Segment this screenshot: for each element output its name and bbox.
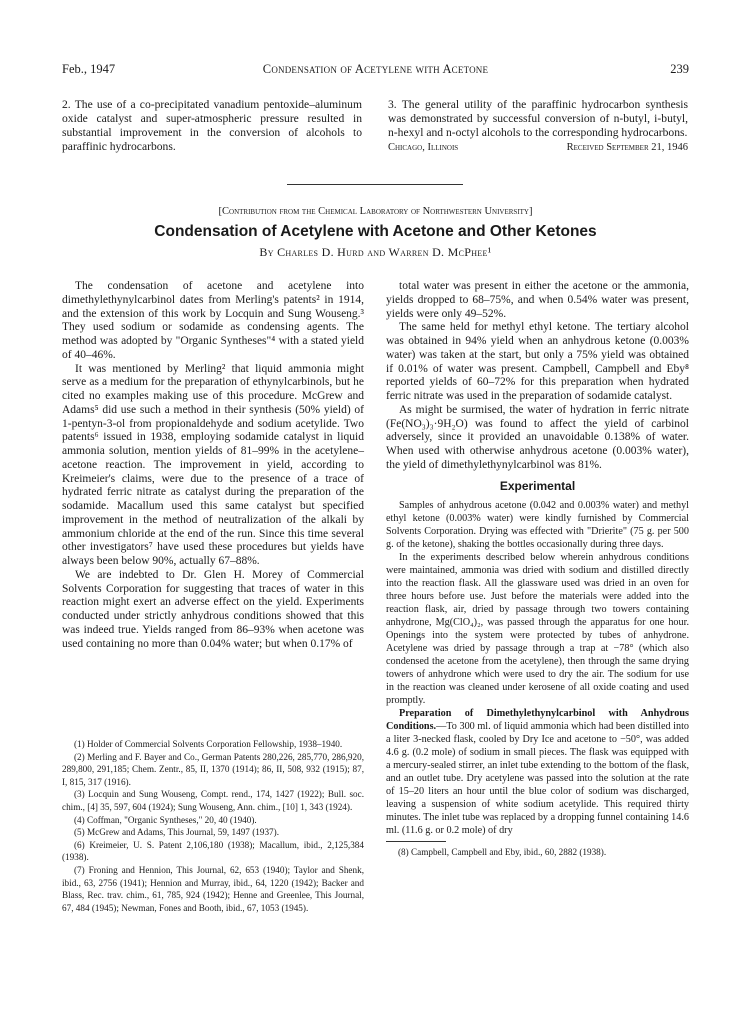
received-date: Received September 21, 1946: [566, 142, 688, 154]
footnote: (6) Kreimeier, U. S. Patent 2,106,180 (1938); Macallum, ibid., 2,125,384 (1938).: [62, 839, 364, 863]
paragraph: The condensation of acetone and acetylene into dimethylethynylcarbinol dates from Merling's patents² in 1914, and the extension of this work by Locquin and Sung Wouseng.³ They used sodium or sodamide as condensing agents. The method was adopted by "Organic Syntheses"⁴ with a stated yield of 40–46%.: [62, 280, 364, 361]
preparation-text: —To 300 ml. of liquid ammonia which had been distilled into a liter 3-necked flask, cooled by Dry Ice and acetone to −50°, was added 4.6 g. (0.2 mole) of sodium in small pieces. The flask was equipped with a mercury-sealed stirrer, an inlet tube extending to the bottom of the flask, and an outlet tube. Dry acetylene was passed into the solution at the rate of 15–20 liters an hour until the blue color of sodium was discharged, leaving a suspension of white sodium acetylide. This required thirty minutes. The inlet tube was replaced by a dropping funnel containing 14.6 ml. (11.6 g. or 0.2 mole) of dry: [386, 721, 689, 837]
received-line: [388, 141, 688, 155]
footnote: (5) McGrew and Adams, This Journal, 59, 1497 (1937).: [74, 827, 279, 838]
article-title: Condensation of Acetylene with Acetone and Other Ketones: [154, 223, 597, 240]
preparation-heading: Preparation of Dimethylethynylcarbinol with Anhydrous Conditions.: [386, 708, 689, 733]
paragraph: total water was present in either the acetone or the ammonia, yields dropped to 68–75%, and when 0.54% water was present, yields were only 49–52%.: [386, 280, 689, 320]
header-running-title: Condensation of Acetylene with Acetone: [262, 62, 489, 76]
header-date: Feb., 1947: [62, 62, 116, 76]
byline: By Charles D. Hurd and Warren D. McPhee¹: [259, 245, 492, 259]
paragraph: In the experiments described below wherein anhydrous conditions were maintained, ammonia was dried with sodium and distilled directly into the reaction flask. All the glassware used was dried in an oven for three hours before use. Just before the materials were added into the reaction flask, air, dried by passage through two towers containing anhydrone, Mg(ClO₄)₂, was passed through the apparatus for one hour. Openings into the system were protected by tubes of anhydrone. Acetylene was dried by passage through a trap at −78° (which also condensed the acetone from the acetylene), then through the same drying towers of anhydrone which were used to dry the air. The sodium for use in the reaction was cleaned under kerosene of all oxide coating and used promptly.: [386, 552, 689, 707]
previous-conclusion-left: 2. The use of a co-precipitated vanadium pentoxide–aluminum oxide catalyst and super-atmospheric pressure resulted in substantial improvement in the conversion of alcohols to paraffinic hydrocarbons.: [62, 98, 362, 154]
footnote-right: (8) Campbell, Campbell and Eby, ibid., 60, 2882 (1938).: [398, 847, 607, 858]
paragraph: As might be surmised, the water of hydration in ferric nitrate (Fe(NO₃)₃·9H₂O) was found to affect the yield of carbinol adversely, since it provided an unavoidable 0.138% of water. When used with otherwise anhydrous acetone (0.003% water), the yield of dimethylethynylcarbinol was 81%.: [386, 403, 689, 471]
section-divider: [287, 184, 463, 185]
body-left-column: [62, 280, 364, 651]
experimental-text: [386, 499, 689, 837]
running-header: [62, 62, 689, 80]
footnote: (2) Merling and F. Bayer and Co., German Patents 280,226, 285,770, 286,920, 289,800, 291,185; Chem. Zentr., 85, II, 1370 (1914); 86, II, 508, 932 (1915); 87, I, 815, 317 (1916).: [62, 751, 364, 787]
previous-conclusion-right: 3. The general utility of the paraffinic hydrocarbon synthesis was demonstrated by successful conversion of n-butyl, i-butyl, n-hexyl and n-octyl alcohols to the corresponding hydrocarbons.: [388, 98, 688, 140]
footnote: (3) Locquin and Sung Wouseng, Compt. rend., 174, 1427 (1922); Bull. soc. chim., [4] 35, 597, 604 (1924); Sung Wouseng, Ann. chim., [10] 1, 343 (1924).: [62, 789, 364, 812]
footnote: (4) Coffman, "Organic Syntheses," 20, 40 (1940).: [74, 814, 257, 825]
footnote: (7) Froning and Hennion, This Journal, 62, 653 (1940); Taylor and Shenk, ibid., 63, 2756 (1941); Hennion and Murray, ibid., 64, 1220 (1942); Backer and Blass, Rec. trav. chim., 61, 785, 924 (1942); Henne and Greenlee, This Journal, 67, 484 (1945); Newman, Fones and Booth, ibid., 67, 1053 (1945).: [62, 864, 364, 913]
previous-conclusion-right-block: [388, 98, 688, 155]
footnotes-left: [62, 738, 364, 914]
paragraph-preparation: [386, 707, 689, 837]
previous-article-conclusions: [62, 98, 689, 170]
contribution-line: [Contribution from the Chemical Laboratory of Northwestern University]: [218, 206, 533, 217]
header-page-number: 239: [670, 62, 689, 76]
footnote-rule: [386, 841, 446, 842]
body-right-column: [386, 280, 689, 859]
location: Chicago, Illinois: [388, 142, 459, 154]
paragraph: It was mentioned by Merling² that liquid ammonia might serve as a medium for the preparation of ethynylcarbinols, but he cited no examples making use of this procedure. McGrew and Adams⁵ did use such a method in their synthesis (50% yield) of 1-pentyn-3-ol from propionaldehyde and sodium acetylide. Two patents⁶ issued in 1938, employing sodamide catalyst in liquid ammonia solution, mention yields of 81–99% in the acetylene–acetone reaction. The improvement in yield, according to Kreimeier's claims, were due to the presence of a trace of hydrated ferric nitrate as catalyst during the preparation of the sodamide. Macallum used this same catalyst but specified improvement in the method of neutralization of the alkali by ammonium chloride at the end of the run. Since this time several other investigators⁷ have used these procedures but yields have always been below 90%, actually 67–88%.: [62, 362, 364, 567]
paragraph: We are indebted to Dr. Glen H. Morey of Commercial Solvents Corporation for suggesting that traces of water in this reaction might exert an adverse effect on the yield. Experiments conducted under strictly anhydrous conditions showed that this was indeed true. Yields ranged from 86–93% when acetone was used containing no more than 0.04% water; but when 0.17% of: [62, 568, 364, 650]
paragraph: The same held for methyl ethyl ketone. The tertiary alcohol was obtained in 94% yield when an anhydrous ketone (0.003% water) was taken at the start, but only a 75% yield was obtained if 0.01% of water was present. Campbell, Campbell and Eby⁸ reported yields of 60–72% for this preparation when hydrated ferric nitrate was used in the preparation of sodamide catalyst.: [386, 321, 689, 402]
section-heading-experimental: Experimental: [499, 478, 576, 493]
paragraph: Samples of anhydrous acetone (0.042 and 0.003% water) and methyl ethyl ketone (0.003% water) were kindly furnished by Commercial Solvents Corporation. Drying was effected with "Drierite" (75 g. per 500 g. of the ketone), shaking the bottles occasionally during three days.: [386, 500, 689, 551]
footnote: (1) Holder of Commercial Solvents Corporation Fellowship, 1938–1940.: [74, 739, 343, 749]
